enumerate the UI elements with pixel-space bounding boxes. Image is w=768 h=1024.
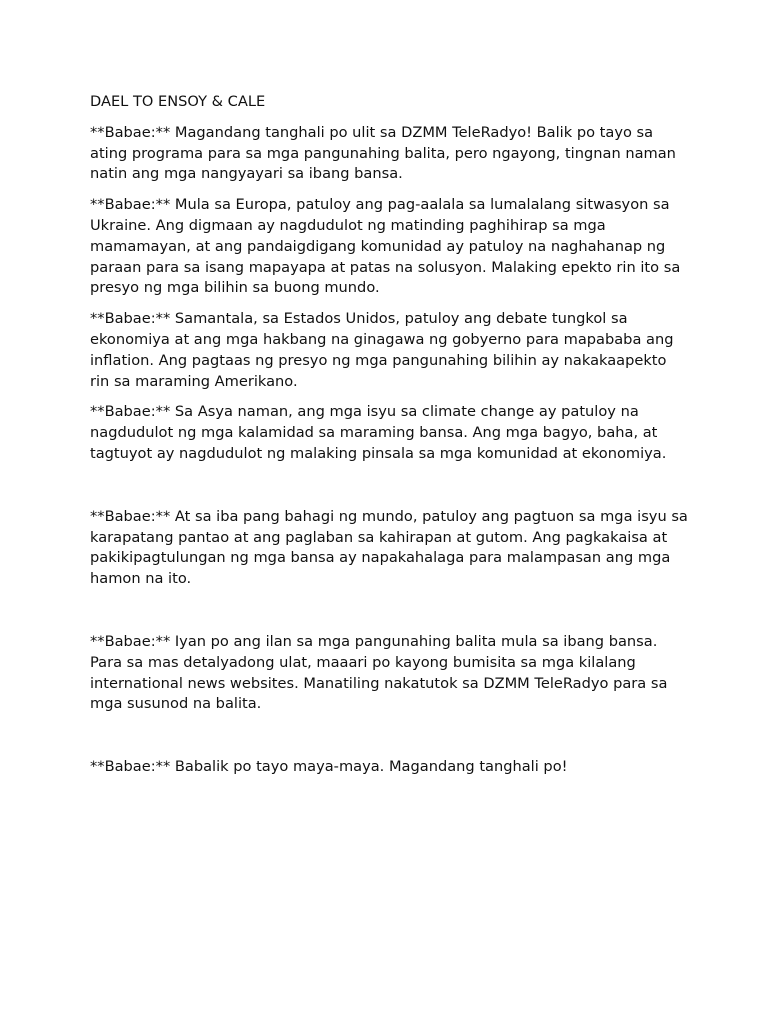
paragraph-3: **Babae:** Samantala, sa Estados Unidos, patuloy ang debate tungkol sa ekonomiya at ang mga hakbang na ginagawa ng gobyerno para mapababa ang inflation. Ang pagtaas ng presyo ng mga pangunahing bilihin ay nakakaapekto rin sa maraming Amerikano. [90,310,674,390]
document-title: DAEL TO ENSOY & CALE [90,93,266,110]
paragraph-6: **Babae:** Iyan po ang ilan sa mga pangunahing balita mula sa ibang bansa. Para sa mas detalyadong ulat, maaari po kayong bumisita sa mga kilalang international news websites. Manatiling nakatutok sa DZMM TeleRadyo para sa mga susunod na balita. [90,632,668,713]
paragraph-1: **Babae:** Magandang tanghali po ulit sa DZMM TeleRadyo! Balik po tayo sa ating programa para sa mga pangunahing balita, pero ngayong, tingnan naman natin ang mga nangyayari sa ibang bansa. [90,123,676,183]
paragraph-5: **Babae:** At sa iba pang bahagi ng mundo, patuloy ang pagtuon sa mga isyu sa karapatang pantao at ang paglaban sa kahirapan at gutom. Ang pagkakaisa at pakikipagtulungan ng mga bansa ay napakahalaga para malampasan ang mga hamon na ito. [90,507,688,588]
paragraph-7: **Babae:** Babalik po tayo maya-maya. Magandang tanghali po! [90,758,568,776]
document-page [90,92,690,788]
paragraph-2: **Babae:** Mula sa Europa, patuloy ang pag-aalala sa lumalalang sitwasyon sa Ukraine. Ang digmaan ay nagdudulot ng matinding paghihirap sa mga mamamayan, at ang pandaigdigang komunidad ay patuloy na naghahanap ng paraan para sa isang mapayapa at patas na solusyon. Malaking epekto rin ito sa presyo ng mga bilihin sa buong mundo. [90,196,681,297]
paragraph-4: **Babae:** Sa Asya naman, ang mga isyu sa climate change ay patuloy na nagdudulot ng mga kalamidad sa maraming bansa. Ang mga bagyo, baha, at tagtuyot ay nagdudulot ng malaking pinsala sa mga komunidad at ekonomiya. [90,403,667,462]
